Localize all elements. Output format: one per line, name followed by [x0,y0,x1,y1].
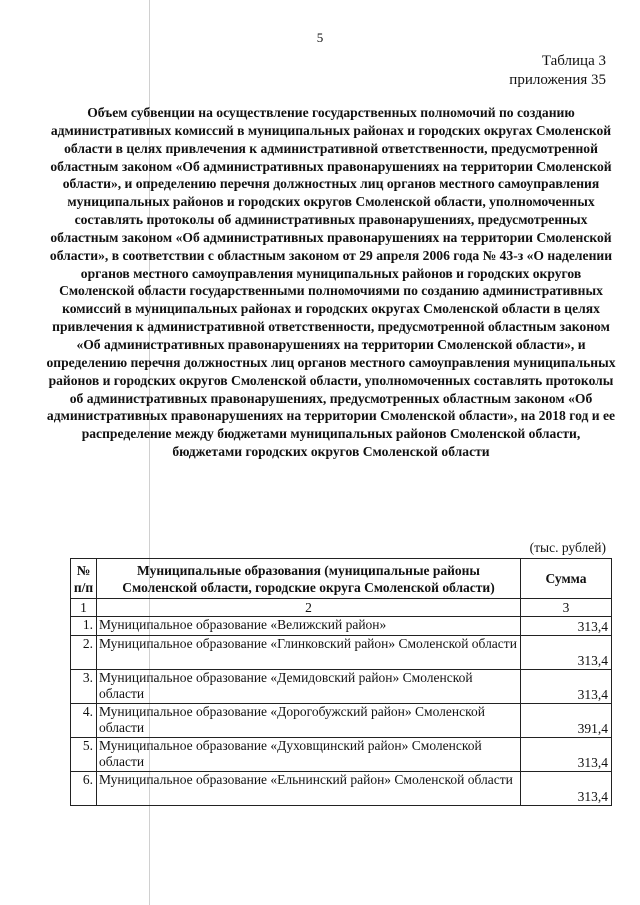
row-number: 5. [71,738,97,772]
table-row [71,738,612,772]
row-municipality: Муниципальное образование «Дорогобужский район» Смоленской области [97,704,521,738]
table-row [71,670,612,704]
column-index-1: 1 [71,599,97,617]
table-row [71,772,612,806]
table-row [71,636,612,670]
subvention-table [70,558,612,806]
table-row [71,617,612,636]
units-label: (тыс. рублей) [529,540,606,555]
row-municipality: Муниципальное образование «Духовщинский район» Смоленской области [97,738,521,772]
table-ref-line-1: Таблица 3 [541,53,606,69]
table-header-row [71,559,612,599]
row-sum: 391,4 [521,704,612,738]
row-sum: 313,4 [521,772,612,806]
row-number: 4. [71,704,97,738]
header-sum: Сумма [521,559,612,599]
row-sum: 313,4 [521,738,612,772]
row-number: 3. [71,670,97,704]
column-index-row [71,599,612,617]
row-municipality: Муниципальное образование «Демидовский район» Смоленской области [97,670,521,704]
column-index-3: 3 [521,599,612,617]
row-municipality: Муниципальное образование «Ельнинский район» Смоленской области [97,772,521,806]
header-num: № п/п [71,559,97,599]
page-number: 5 [316,30,324,45]
row-number: 2. [71,636,97,670]
column-index-2: 2 [97,599,521,617]
header-name: Муниципальные образования (муниципальные районы Смоленской области, городские округа Смоленской области) [97,559,521,599]
row-sum: 313,4 [521,636,612,670]
row-municipality: Муниципальное образование «Глинковский район» Смоленской области [97,636,521,670]
row-municipality: Муниципальное образование «Велижский район» [97,617,521,636]
table-reference [509,52,606,90]
table-row [71,704,612,738]
row-sum: 313,4 [521,670,612,704]
row-sum: 313,4 [521,617,612,636]
row-number: 1. [71,617,97,636]
table-ref-line-2: приложения 35 [509,72,606,88]
row-number: 6. [71,772,97,806]
document-heading: Объем субвенции на осуществление государственных полномочий по созданию административных комиссий в муниципальных районах и городских округах Смоленской области в целях привлечения к административной ответственности, предусмотренной областным законом «Об административных правонарушениях на территории Смоленской области», и определению перечня должностных лиц органов местного самоуправления муниципальных районов и городских округов Смоленской области, уполномоченных составлять протоколы об административных правонарушениях, предусмотренных областным законом «Об административных правонарушениях на территории Смоленской области», в соответствии с областным законом от 29 апреля 2006 года № 43-з «О наделении органов местного самоуправления муниципальных районов и городских округов Смоленской области государственными полномочиями по созданию административных комиссий в муниципальных районах и городских округах Смоленской области в целях привлечения к административной ответственности, предусмотренной областным законом «Об административных правонарушениях на территории Смоленской области», и определению перечня должностных лиц органов местного самоуправления муниципальных районов и городских округов Смоленской области, уполномоченных составлять протоколы об административных правонарушениях, предусмотренных областным законом «Об административных правонарушениях на территории Смоленской области», на 2018 год и ее распределение между бюджетами муниципальных районов Смоленской области, бюджетами городских округов Смоленской области [46,105,616,460]
